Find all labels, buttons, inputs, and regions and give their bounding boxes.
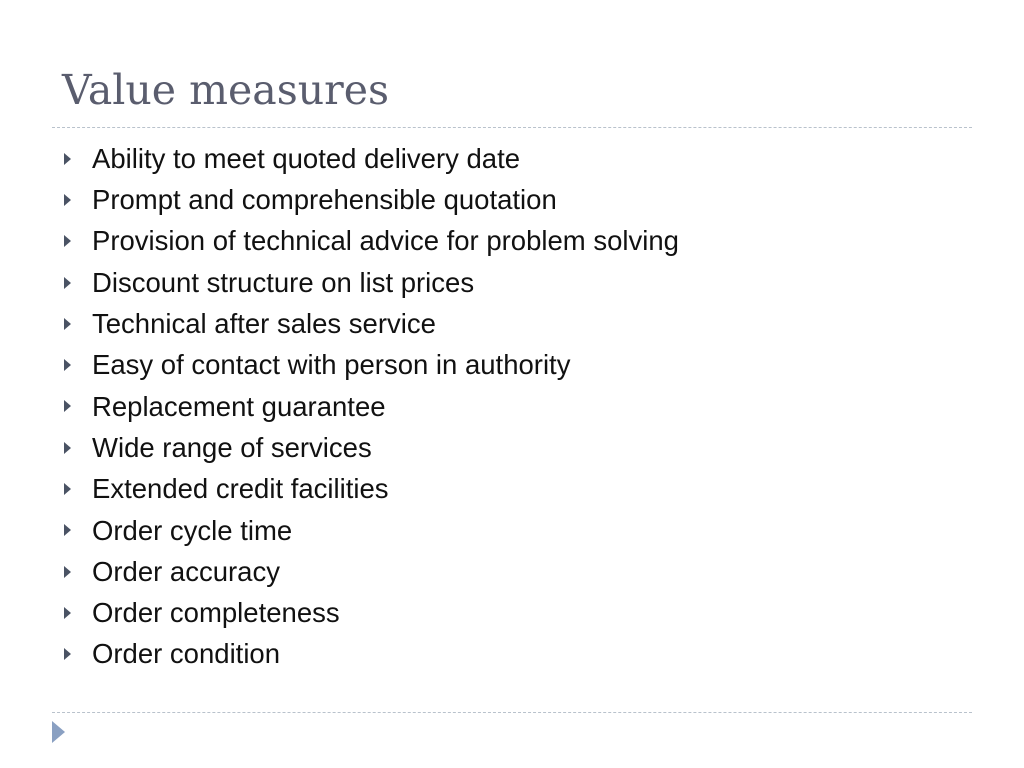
- bullet-text: Replacement guarantee: [92, 390, 386, 422]
- triangle-right-icon: [64, 648, 71, 660]
- triangle-right-icon: [64, 524, 71, 536]
- triangle-right-icon: [64, 566, 71, 578]
- bullet-text: Order completeness: [92, 597, 340, 629]
- triangle-right-icon: [64, 277, 71, 289]
- bullet-text: Provision of technical advice for problem solving: [92, 225, 679, 257]
- list-item: [64, 468, 679, 509]
- bullet-text: Wide range of services: [92, 431, 372, 463]
- list-item: [64, 386, 679, 427]
- list-item: [64, 551, 679, 592]
- list-item: [64, 344, 679, 385]
- list-item: [64, 138, 679, 179]
- triangle-right-icon: [64, 153, 71, 165]
- bullet-text: Order accuracy: [92, 555, 280, 587]
- bullet-list: [64, 138, 679, 675]
- list-item: [64, 303, 679, 344]
- slide-title: Value measures: [62, 66, 390, 114]
- triangle-right-icon: [64, 607, 71, 619]
- triangle-right-icon: [64, 400, 71, 412]
- triangle-right-icon: [64, 194, 71, 206]
- triangle-right-icon: [64, 483, 71, 495]
- bullet-text: Extended credit facilities: [92, 473, 389, 505]
- bullet-text: Order condition: [92, 638, 281, 670]
- bullet-text: Prompt and comprehensible quotation: [92, 184, 557, 216]
- next-slide-arrow-icon[interactable]: [52, 721, 65, 743]
- list-item: [64, 592, 679, 633]
- list-item: [64, 510, 679, 551]
- list-item: [64, 634, 679, 675]
- bullet-text: Discount structure on list prices: [92, 266, 475, 298]
- bullet-text: Technical after sales service: [92, 308, 436, 340]
- list-item: [64, 262, 679, 303]
- triangle-right-icon: [64, 442, 71, 454]
- list-item: [64, 179, 679, 220]
- bullet-text: Order cycle time: [92, 514, 293, 546]
- bullet-text: Easy of contact with person in authority: [92, 349, 571, 381]
- bullet-text: Ability to meet quoted delivery date: [92, 142, 521, 174]
- title-divider: [52, 127, 972, 128]
- triangle-right-icon: [64, 235, 71, 247]
- list-item: [64, 427, 679, 468]
- triangle-right-icon: [64, 359, 71, 371]
- triangle-right-icon: [64, 318, 71, 330]
- list-item: [64, 221, 679, 262]
- footer-divider: [52, 712, 972, 713]
